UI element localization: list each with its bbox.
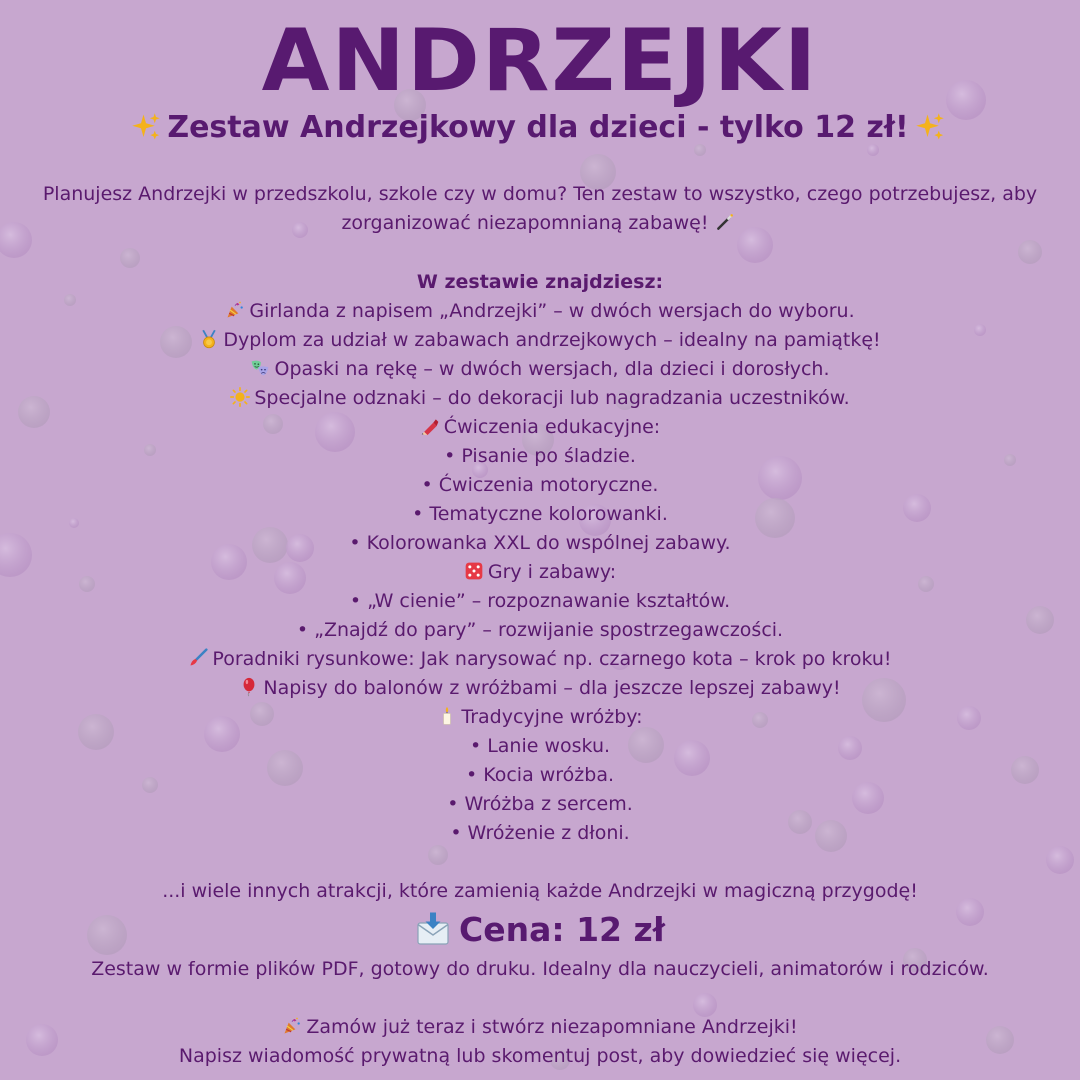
list-item [30,819,1050,848]
list-item-text: Opaski na rękę – w dwóch wersjach, dla dzieci i dorosłych. [274,358,830,380]
list-item [30,761,1050,790]
call-to-action [30,1013,1050,1071]
list-item-text: • Pisanie po śladzie. [444,445,636,467]
party-popper-icon [225,300,245,320]
list-item-text: Napisy do balonów z wróżbami – dla jeszcze lepszej zabawy! [263,677,841,699]
intro-line-2: zorganizować niezapomnianą zabawę! [30,209,1050,238]
list-item-text: • Wróżba z sercem. [447,793,633,815]
intro-line-1: Planujesz Andrzejki w przedszkolu, szkole czy w domu? Ten zestaw to wszystko, czego potrzebujesz, aby [42,183,1038,205]
list-item [30,558,1050,587]
list-item [30,471,1050,500]
list-item-text: • Ćwiczenia motoryczne. [421,474,659,496]
list-item-text: Dyplom za udział w zabawach andrzejkowych – idealny na pamiątkę! [223,329,881,351]
party-popper-icon [282,1016,302,1036]
list-item [30,384,1050,413]
sparkles-icon [915,112,945,142]
list-item [30,645,1050,674]
list-item-text: • Kocia wróżba. [465,764,615,786]
magic-wand-icon [715,212,735,232]
masks-icon [250,358,270,378]
poster-subtitle [0,110,1080,146]
outro-text: ...i wiele innych atrakcji, które zamienią każde Andrzejki w magiczną przygodę! [162,880,918,902]
list-item-text: • „W cienie” – rozpoznawanie kształtów. [349,590,731,612]
cta-line-2: Napisz wiadomość prywatną lub skomentuj post, aby dowiedzieć się więcej. [178,1045,902,1067]
contents-list [30,268,1050,848]
cta-line-1: Zamów już teraz i stwórz niezapomniane Andrzejki! [30,1013,1050,1042]
list-item [30,297,1050,326]
sun-icon [230,387,250,407]
list-item [30,355,1050,384]
list-item [30,674,1050,703]
list-item-text: Poradniki rysunkowe: Jak narysować np. czarnego kota – krok po kroku! [212,648,892,670]
list-item-text: Specjalne odznaki – do dekoracji lub nagradzania uczestników. [254,387,850,409]
sparkles-icon [131,112,161,142]
intro-paragraph [30,180,1050,238]
envelope-icon [415,911,451,947]
price-text: Cena: 12 zł [459,910,665,949]
list-item [30,732,1050,761]
subtitle-text: Zestaw Andrzejkowy dla dzieci - tylko 12 zł! [167,110,909,145]
list-item-text: Ćwiczenia edukacyjne: [443,416,661,438]
list-item-text: Girlanda z napisem „Andrzejki” – w dwóch wersjach do wyboru. [249,300,855,322]
format-text: Zestaw w formie plików PDF, gotowy do druku. Idealny dla nauczycieli, animatorów i rodziców. [91,958,989,980]
list-item-text: Tradycyjne wróżby: [461,706,643,728]
list-item [30,790,1050,819]
dice-icon [464,561,484,581]
paintbrush-icon [188,648,208,668]
list-item [30,413,1050,442]
list-item [30,616,1050,645]
poster-title: ANDRZEJKI [261,11,819,111]
list-item [30,529,1050,558]
medal-icon [199,329,219,349]
list-item [30,326,1050,355]
list-item-text: • Tematyczne kolorowanki. [412,503,668,525]
price-line [0,908,1080,952]
list-item-text: • Lanie wosku. [469,735,611,757]
list-item [30,587,1050,616]
list-item-text: Gry i zabawy: [487,561,617,583]
crayon-icon [420,416,440,436]
candle-icon [437,706,457,726]
list-item-text: • „Znajdź do pary” – rozwijanie spostrzegawczości. [296,619,784,641]
list-item-text: • Wróżenie z dłoni. [450,822,630,844]
list-item-text: • Kolorowanka XXL do wspólnej zabawy. [349,532,731,554]
contents-heading: W zestawie znajdziesz: [416,271,664,293]
list-item [30,703,1050,732]
list-item [30,500,1050,529]
list-item [30,442,1050,471]
balloon-icon [239,677,259,697]
